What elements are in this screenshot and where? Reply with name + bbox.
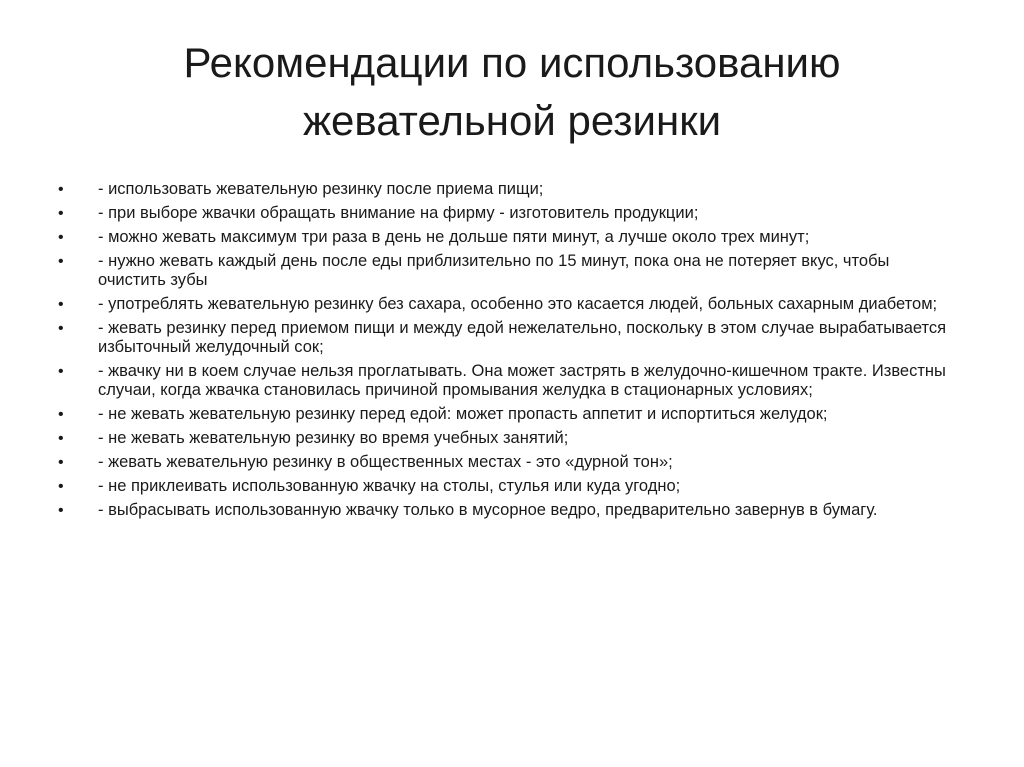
bullet-icon: • [58, 320, 64, 337]
list-item-text: - жевать жевательную резинку в общественных местах - это «дурной тон»; [98, 453, 673, 471]
list-item [58, 453, 958, 472]
list-item-text: - при выборе жвачки обращать внимание на фирму - изготовитель продукции; [98, 204, 699, 222]
list-item-text: - можно жевать максимум три раза в день не дольше пяти минут, а лучше около трех минут; [98, 228, 810, 246]
list-item [58, 362, 958, 400]
list-item [58, 477, 958, 496]
list-item [58, 429, 958, 448]
bullet-icon: • [58, 454, 64, 471]
list-item [58, 319, 958, 357]
bullet-icon: • [58, 181, 64, 198]
list-item-text: - использовать жевательную резинку после приема пищи; [98, 180, 544, 198]
list-item-text: - выбрасывать использованную жвачку только в мусорное ведро, предварительно завернув в бумагу. [98, 501, 878, 519]
list-item-text: - не жевать жевательную резинку перед едой: может пропасть аппетит и испортиться желудок; [98, 405, 828, 423]
list-item [58, 252, 958, 290]
list-item [58, 501, 958, 520]
list-item [58, 228, 958, 247]
list-item-text: - не жевать жевательную резинку во время учебных занятий; [98, 429, 569, 447]
bullet-icon: • [58, 253, 64, 270]
list-item [58, 295, 958, 314]
bullet-icon: • [58, 502, 64, 519]
bullet-icon: • [58, 205, 64, 222]
list-item-text: - употреблять жевательную резинку без сахара, особенно это касается людей, больных сахарным диабетом; [98, 295, 938, 313]
bullet-list [58, 180, 958, 525]
bullet-icon: • [58, 478, 64, 495]
list-item-text: - жевать резинку перед приемом пищи и между едой нежелательно, поскольку в этом случае вырабатывается избыточный желудочный сок; [98, 319, 947, 356]
list-item [58, 405, 958, 424]
bullet-icon: • [58, 296, 64, 313]
list-item-text: - жвачку ни в коем случае нельзя проглатывать. Она может застрять в желудочно-кишечном тракте. Известны случаи, когда жвачка становилась причиной промывания желудка в стационарных условиях; [98, 362, 946, 399]
list-item-text: - не приклеивать использованную жвачку на столы, стулья или куда угодно; [98, 477, 681, 495]
bullet-icon: • [58, 229, 64, 246]
list-item [58, 180, 958, 199]
slide-title: Рекомендации по использованию жевательной резинки [183, 39, 841, 144]
bullet-icon: • [58, 430, 64, 447]
bullet-icon: • [58, 363, 64, 380]
list-item [58, 204, 958, 223]
bullet-icon: • [58, 406, 64, 423]
list-item-text: - нужно жевать каждый день после еды приблизительно по 15 минут, пока она не потеряет вкус, чтобы очистить зубы [98, 252, 890, 289]
